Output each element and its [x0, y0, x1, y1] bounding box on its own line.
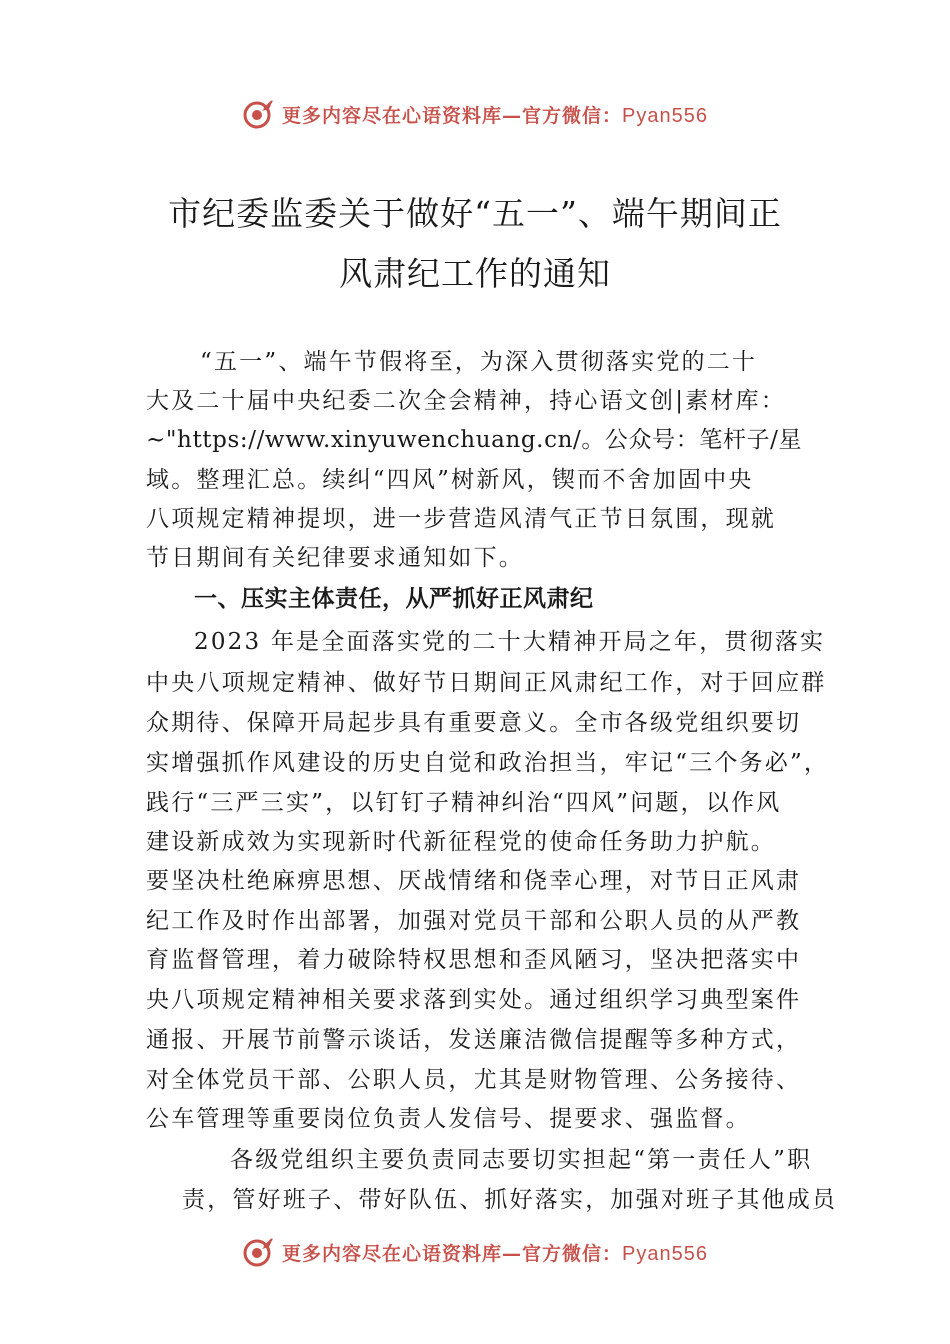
paragraph-1-line-3: ~"https://www.xinyuwenchuang.cn/。公众号：笔杆子/星 — [146, 427, 803, 453]
paragraph-2-line-9: 育监督管理，着力破除特权思想和歪风陋习，坚决把落实中 — [146, 947, 802, 973]
paragraph-2-line-11: 通报、开展节前警示谈话，发送廉洁微信提醒等多种方式， — [146, 1027, 802, 1053]
paragraph-2-line-4: 实增强抓作风建设的历史自觉和政治担当，牢记“三个务必”， — [146, 750, 830, 776]
document-title-line-2: 风肃纪工作的通知 — [339, 254, 611, 293]
paragraph-1-line-4: 域。整理汇总。续纠“四风”树新风，锲而不舍加固中央 — [146, 467, 754, 493]
paragraph-2-line-13: 公车管理等重要岗位负责人发信号、提要求、强监督。 — [146, 1106, 751, 1132]
paragraph-2-line-1: 2023 年是全面落实党的二十大精神开局之年，贯彻落实 — [194, 629, 826, 655]
watermark-cn: 更多内容尽在心语资料库—官方微信： — [282, 104, 623, 127]
watermark-text — [282, 101, 708, 128]
paragraph-2-line-7: 要坚决杜绝麻痹思想、厌战情绪和侥幸心理，对节日正风肃 — [146, 868, 802, 894]
watermark-wechat-id: Pyan556 — [622, 1242, 708, 1265]
watermark-cn: 更多内容尽在心语资料库—官方微信： — [282, 1242, 623, 1265]
paragraph-2-line-10: 央八项规定精神相关要求落到实处。通过组织学习典型案件 — [146, 987, 802, 1013]
watermark-header — [0, 94, 950, 134]
paragraph-3-line-1: 各级党组织主要负责同志要切实担起“第一责任人”职 — [230, 1147, 813, 1173]
paragraph-3-line-2: 责，管好班子、带好队伍、抓好落实，加强对班子其他成员 — [182, 1187, 838, 1213]
watermark-text — [282, 1239, 708, 1266]
paragraph-2-line-6: 建设新成效为实现新时代新征程党的使命任务助力护航。 — [146, 829, 776, 855]
quill-logo-icon — [242, 97, 276, 131]
paragraph-2-line-8: 纪工作及时作出部署，加强对党员干部和公职人员的从严教 — [146, 908, 802, 934]
paragraph-1-line-5: 八项规定精神提坝，进一步营造风清气正节日氛围，现就 — [146, 506, 776, 532]
paragraph-2-line-12: 对全体党员干部、公职人员，尤其是财物管理、公务接待、 — [146, 1067, 802, 1093]
paragraph-2-line-3: 众期待、保障开局起步具有重要意义。全市各级党组织要切 — [146, 710, 802, 736]
paragraph-1-line-6: 节日期间有关纪律要求通知如下。 — [146, 545, 524, 571]
quill-logo-icon — [242, 1235, 276, 1269]
paragraph-1-line-2: 大及二十届中央纪委二次全会精神，持心语文创|素材库： — [146, 388, 786, 414]
watermark-footer — [0, 1232, 950, 1272]
paragraph-2-line-5: 践行“三严三实”，以钉钉子精神纠治“四风”问题，以作风 — [146, 790, 782, 816]
watermark-wechat-id: Pyan556 — [622, 104, 708, 127]
document-title-line-1: 市纪委监委关于做好“五一”、端午期间正 — [168, 194, 782, 233]
section-heading-1: 一、压实主体责任，从严抓好正风肃纪 — [194, 586, 594, 612]
paragraph-2-line-2: 中央八项规定精神、做好节日期间正风肃纪工作，对于回应群 — [146, 670, 827, 696]
paragraph-1-line-1: “五一”、端午节假将至，为深入贯彻落实党的二十 — [200, 349, 758, 375]
